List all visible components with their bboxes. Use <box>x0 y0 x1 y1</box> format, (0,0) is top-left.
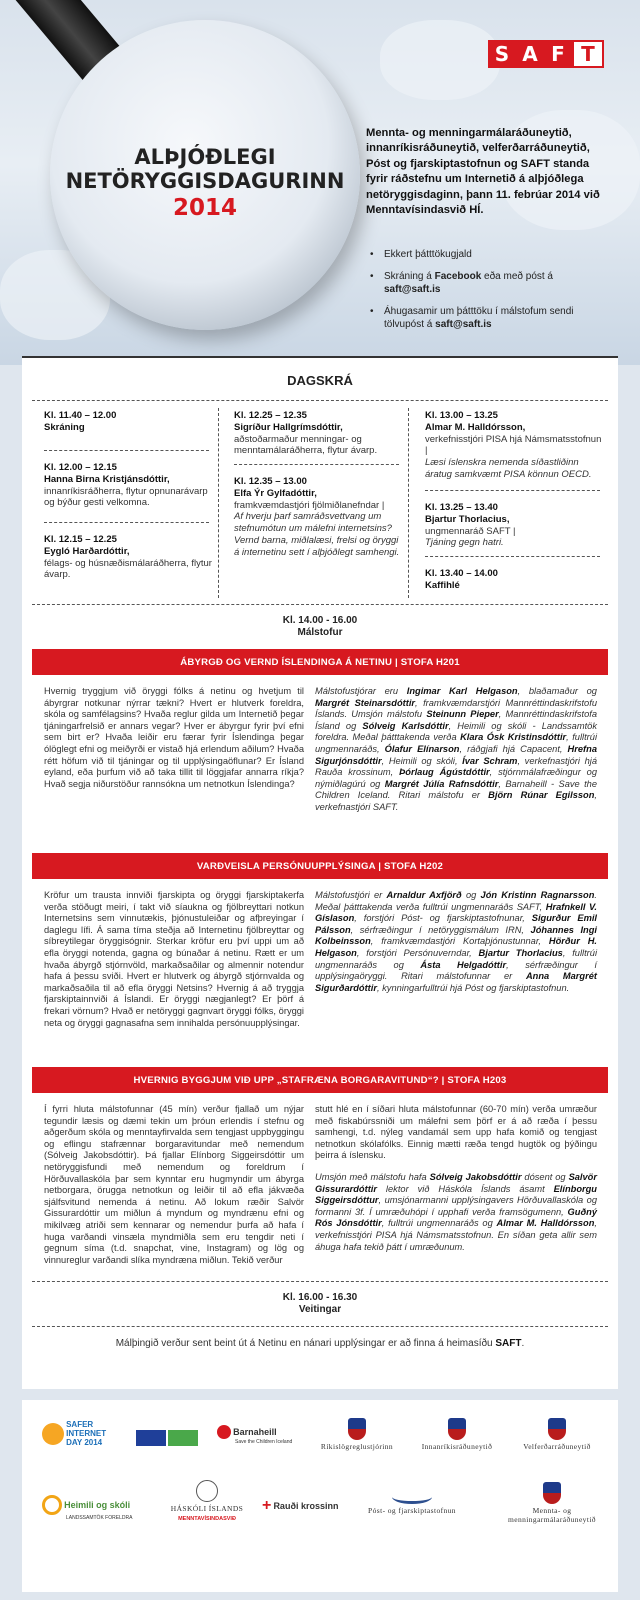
agenda-role: verkefnisstjóri PISA hjá Námsmatsstofnun | <box>425 433 602 457</box>
agenda-name: Sigríður Hallgrímsdóttir, <box>234 421 343 433</box>
divider <box>44 522 209 523</box>
world-map-shape <box>380 20 500 100</box>
agenda-time: Kl. 13.40 – 14.00 <box>425 568 498 579</box>
safer-internet-icon <box>42 1423 64 1445</box>
heimili-og-skoli-logo <box>42 1495 152 1521</box>
logo-letter: A <box>522 42 538 66</box>
event-title <box>60 145 350 223</box>
divider <box>408 408 409 598</box>
sponsor-text: Ríkislögreglustjórinn <box>320 1442 394 1451</box>
divider <box>425 556 600 557</box>
session-text: stutt hlé en í síðari hluta málstofunnar (60-70 mín) verða umræður með fiskabúrssniði um málefni sem þörf er á að ræða í þessu samhengi, t.d. nýleg vandamál sem upp hafa komið og tengjast netnotkun skólafólks. Einnig mætti ræða tengd hugtök og þýðingu þeirra á íslensku. <box>315 1104 597 1161</box>
agenda-time: Kl. 11.40 – 12.00 <box>44 410 117 421</box>
agenda-item <box>44 410 209 434</box>
sponsor-text: HÁSKÓLI ÍSLANDS <box>170 1504 244 1513</box>
barnaheill-logo <box>217 1425 297 1445</box>
sponsor-text: Rauði krossinn <box>273 1501 339 1511</box>
haskoli-islands-logo <box>157 1480 257 1522</box>
agenda-role: aðstoðarmaður menningar- og menntamálaráðherra, flytur ávarp. <box>234 433 378 457</box>
bullet-text: Skráning á <box>384 271 435 282</box>
barnaheill-icon <box>217 1425 231 1439</box>
bullet-text: Áhugasamir um þátttöku í málstofum sendi tölvupóst á <box>384 306 574 330</box>
sponsor-text: Heimili og skóli <box>64 1500 131 1510</box>
agenda-heading: DAGSKRÁ <box>287 373 353 388</box>
agenda-topic: Af hverju þarf samráðsvettvang um stefnumótun um málefni internetsins? Vernd barna, miðlalæsi, frelsi og öryggi á internetinu sett í alþjóðlegt samhengi. <box>234 511 400 558</box>
eu-flag-icon <box>136 1430 166 1446</box>
agenda-time: Kl. 12.15 – 12.25 <box>44 534 117 545</box>
agenda-role: framkvæmdastjóri fjölmiðlanefndar | <box>234 499 385 511</box>
session-title-bar: VARÐVEISLA PERSÓNUUPPLÝSINGA | STOFA H202 <box>32 853 608 879</box>
footer-text: . <box>521 1338 525 1349</box>
heimili-icon <box>42 1495 62 1515</box>
saft-link[interactable]: SAFT <box>495 1338 522 1349</box>
malstofur-label: Málstofur <box>297 627 343 638</box>
barnaheill-text: Barnaheill <box>233 1427 277 1437</box>
session-continuation <box>315 1104 597 1253</box>
safer-text: DAY 2014 <box>66 1438 103 1447</box>
title-line-2: NETÖRYGGISDAGURINN <box>65 169 345 193</box>
header-banner <box>0 0 640 365</box>
agenda-name: Hanna Birna Kristjánsdóttir, <box>44 473 170 485</box>
eu-flags-logo <box>132 1430 202 1448</box>
agenda-item <box>234 476 406 559</box>
list-item <box>366 248 606 261</box>
velferdarraduneytid-logo <box>507 1418 607 1451</box>
divider <box>44 450 209 451</box>
email-link[interactable]: saft@saft.is <box>435 319 492 330</box>
flag-icon <box>168 1430 198 1446</box>
agenda-topic: Læsi íslenskra nemenda síðastliðinn áratug samkvæmt PISA könnun OECD. <box>425 457 592 480</box>
agenda-name: Eygló Harðardóttir, <box>44 545 130 557</box>
agenda-name: Elfa Ýr Gylfadóttir, <box>234 487 317 499</box>
session-description: Kröfur um trausta innviði fjarskipta og öryggi fjarskiptakerfa verða stöðugt meiri, í takt við síaukna og fjölbreyttari notkun Internetsins sem vinnutækis, þjónustuleiðar og afþreyingar í daglegu lífi. Á sama tíma steðja að Internetinu fjölbreyttar og síbreytilegar öryggisógnir. Sterkar kröfur eru því uppi um að efla öryggi notenda, gagna og búnaðar á netinu. Rætt er um hvaða ábyrgð stjórnvöld, markaðsaðilar og almennir notendur hafa á þessu sviði. Hvert er hlutverk og ábyrgð stjórnvalda og markaðsaðila til að efla öryggi Netsins? Hvernig á að tryggja fjarskiptainnviði á Íslandi. Er öryggi nægjanlegt? Er þörf á frekari vörnum? Hvað er netöryggi gagnvart öryggi fólks, öryggi neta og öryggi gagnasafna sem innihalda persónuupplýsingar. <box>44 890 304 1028</box>
agenda-name: Kaffihlé <box>425 579 460 591</box>
title-line-1: ALÞJÓÐLEGI <box>134 145 276 169</box>
logo-letter: S <box>494 42 510 66</box>
mennta-og-menningarmalaraduneytid-logo <box>492 1482 612 1524</box>
innanrikisraduneytid-logo <box>407 1418 507 1451</box>
divider <box>425 490 600 491</box>
program-panel <box>22 356 618 1389</box>
session-title-bar: HVERNIG BYGGJUM VIÐ UPP „STAFRÆNA BORGARAVITUND“? | STOFA H203 <box>32 1067 608 1093</box>
safer-internet-day-logo <box>42 1420 132 1447</box>
session-description: Í fyrri hluta málstofunnar (45 mín) verður fjallað um nýjar tegundir læsis og dæmi tekin um þróun erlendis í stefnu og aðgerðum skóla og menntayfirvalda sem tengjast uppbyggingu og eflingu stafrænnar borgaravitundar með nemendum (Sólveig Jakobsdóttir). Þá fjallar Elínborg Siggeirsdóttir um netöryggisfundi með nemendum og foreldrum í Hörðuvallaskóla þar sem kynntar eru hugmyndir um ábyrga netborgara, örugga netnotkun og leiðir til að efla jákvæða sjálfsvitund nemenda á netinu. Að lokum ræðir Salvör Gissurardóttir um miðlun á myndum og myndrænu efni og mikilvæg atriði sem kennarar og nemendur þurfa að hafa í huga varðandi vinsæla myndmiðla sem eru tengdir neti í gegnum síma (t.d. snapchat, vine, Instagram) og lög og vinnureglur varðandi slíka myndræna miðlun. Tekið verður <box>44 1104 304 1265</box>
divider <box>32 604 608 605</box>
raudi-krossinn-logo <box>262 1497 352 1515</box>
red-cross-icon: + <box>262 1497 272 1514</box>
agenda-role: innanríkisráðherra, flytur opnunarávarp og býður gesti velkomna. <box>44 485 208 509</box>
info-list <box>366 248 606 340</box>
divider <box>22 356 618 358</box>
divider <box>32 1326 608 1327</box>
intro-date: 11. febrúar 2014 <box>495 188 581 201</box>
end-time: Kl. 16.00 - 16.30 <box>282 1292 358 1303</box>
safer-text: INTERNET <box>66 1429 107 1438</box>
agenda-time: Kl. 12.25 – 12.35 <box>234 410 307 421</box>
agenda-role: félags- og húsnæðismálaráðherra, flytur ávarp. <box>44 557 212 581</box>
footer-text: Málþingið verður sent beint út á Netinu en nánari upplýsingar er að finna á heimasíðu <box>115 1338 496 1349</box>
agenda-item <box>425 410 605 481</box>
agenda-time: Kl. 13.25 – 13.40 <box>425 502 498 513</box>
sponsor-text: Velferðarráðuneytið <box>523 1442 591 1451</box>
divider <box>218 408 219 598</box>
safer-text: SAFER <box>66 1420 94 1429</box>
agenda-name: Almar M. Halldórsson, <box>425 421 526 433</box>
intro-pre: Mennta- og menningarmálaráðuneytið, innanríkisráðuneytið, velferðarráðuneytið, Póst og fjarskiptastofnun og SAFT standa fyrir ráðstefnu um Internetið á alþjóðlega netöryggisdaginn, þann <box>366 127 590 201</box>
agenda-item <box>425 568 605 592</box>
coat-of-arms-icon <box>548 1418 566 1440</box>
agenda-time: Kl. 12.00 – 12.15 <box>44 462 117 473</box>
divider <box>234 464 399 465</box>
bullet-text: Ekkert þátttökugjald <box>384 249 472 260</box>
agenda-topic: Tjáning gegn hatri. <box>425 537 504 549</box>
agenda-name: Bjartur Thorlacius, <box>425 513 510 525</box>
sponsor-text: menningarmálaráðuneytið <box>508 1515 596 1524</box>
sponsor-sub: MENNTAVÍSINDASVIÐ <box>178 1516 236 1522</box>
session-participants: Málstofustjóri er Arnaldur Axfjörð og Jón Kristinn Ragnarsson. Meðal þátttakenda verða fulltrúi ungmennaráðs SAFT, Hrafnkell V. Gíslason, forstjóri Póst- og fjarskiptastofnunar, Sigurður Emil Pálsson, sérfræðingur í netöryggismálum IRN, Jóhannes Ingi Kolbeinsson, framkvæmdastjóri Kortaþjónustunnar, Hörður H. Helgason, forstjóri Persónuverndar, Bjartur Thorlacius, fulltrúi ungmennaráðs og Ásta Helgadóttir, sérfræðingur í upplýsingaöryggi. Ritari málstofunnar er Anna Margrét Sigurðardóttir, kynningarfulltrúi hjá Póst og fjarskiptastofnun. <box>315 890 598 993</box>
agenda-item <box>44 462 216 509</box>
agenda-item <box>234 410 406 457</box>
logo-letter: F <box>551 42 565 66</box>
post-og-fjarskiptastofnun-logo <box>352 1490 472 1515</box>
sponsor-sub: LANDSSAMTÖK FORELDRA <box>66 1515 133 1521</box>
session-description: Hvernig tryggjum við öryggi fólks á netinu og hvetjum til ábyrgrar notkunar nýrrar tækni? Hvert er hlutverk foreldra, skóla og samfélagsins? Hvaða reglur gilda um Internetið þegar tjáningarfrelsið er annars vegar? Hver er ábyrgur fyrir því efni sem birt er? Hvaða leiðir eru færar fyrir Íslendinga þegar ólöglegt efni og meiðyrði er vistað hjá erlendum aðilum? Hvaða rétt höfum við til tjáningar og til upplýsingaöflunar? Er Ísland eyland, eða þurfum við að taka tillit til löggjafar annarra ríkja? Hvað segja niðurstöður rannsókna um netnotkun Íslendinga? <box>44 686 304 789</box>
barnaheill-sub: Save the Children Iceland <box>235 1439 293 1445</box>
agenda-item <box>44 534 216 581</box>
coat-of-arms-icon <box>348 1418 366 1440</box>
sponsor-text: Póst- og fjarskiptastofnun <box>368 1506 456 1515</box>
university-seal-icon <box>196 1480 218 1502</box>
footer-note <box>22 1337 618 1350</box>
rikislogreglustjorinn-logo <box>307 1418 407 1451</box>
divider <box>32 1281 608 1282</box>
agenda-name: Skráning <box>44 421 85 433</box>
list-item <box>366 305 606 331</box>
end-label: Veitingar <box>298 1304 342 1315</box>
coat-of-arms-icon <box>543 1482 561 1504</box>
saft-logo <box>488 40 604 68</box>
bullet-text: eða með póst á <box>481 271 553 282</box>
list-item <box>366 270 606 296</box>
agenda-time: Kl. 12.35 – 13.00 <box>234 476 307 487</box>
sponsor-logos <box>22 1400 618 1592</box>
intro-post: við Menntavísindasvið HÍ. <box>366 188 600 217</box>
intro-text <box>366 126 606 218</box>
facebook-link[interactable]: Facebook <box>434 271 482 282</box>
agenda-item <box>425 502 605 549</box>
session-participants: Umsjón með málstofu hafa Sólveig Jakobsdóttir dósent og Salvör Gissurardóttir lektor við Háskóla Íslands ásamt Elínborgu Siggeirsdóttur, umsjónarmanni upplýsingavers Hörðuvallaskóla og formanni 3f. Í umræðuhópi í upphafi verða framsögumenn, Guðný Rós Jónsdóttir, fulltrúi ungmennaráðs og Almar M. Halldórsson, verkefnisstjóri PISA hjá Námsmatsstofnun. En síðan geta allir sem áhuga hafa tekið þátt í umræðunum. <box>315 1171 597 1252</box>
agenda-role: ungmennaráð SAFT | <box>425 525 516 537</box>
session-participants: Málstofustjórar eru Ingimar Karl Helgason, blaðamaður og Margrét Steinarsdóttir, framkvæmdarstjóri Mannréttindaskrifstofu Íslands. Umsjón málstofu Steinunn Pieper, Mannréttindaskrifstofa Ísland og Sólveig Karlsdóttir, Heimili og skóli - Landssamtök foreldra. Meðal þátttakenda verða Klara Ósk Kristinsdóttir, fulltrúi ungmennaráðs, Ólafur Elínarson, ráðgjafi hjá Capacent, Hrefna Sigurjónsdóttir, Heimili og skóli, Ívar Schram, verkefnastjóri hjá Rauða krossinum, Þórlaug Ágústdóttir, stjórnmálafræðingur og nýmiðlagúrú og Margrét Júlía Rafnsdóttir, Barnaheill - Save the Children Iceland. Ritari málstofu er Björn Rúnar Egilsson, verkefnastjóri SAFT. <box>315 686 598 812</box>
malstofur-time: Kl. 14.00 - 16.00 <box>282 615 358 626</box>
logo-letter: T <box>572 40 604 68</box>
divider <box>32 400 608 401</box>
sponsor-text: Mennta- og <box>532 1506 572 1515</box>
pfs-icon <box>392 1490 432 1504</box>
agenda-time: Kl. 13.00 – 13.25 <box>425 410 498 421</box>
sponsor-text: Innanríkisráðuneytið <box>421 1442 493 1451</box>
coat-of-arms-icon <box>448 1418 466 1440</box>
email-link[interactable]: saft@saft.is <box>384 284 441 295</box>
title-year: 2014 <box>172 195 237 221</box>
session-title-bar: ÁBYRGÐ OG VERND ÍSLENDINGA Á NETINU | STOFA H201 <box>32 649 608 675</box>
